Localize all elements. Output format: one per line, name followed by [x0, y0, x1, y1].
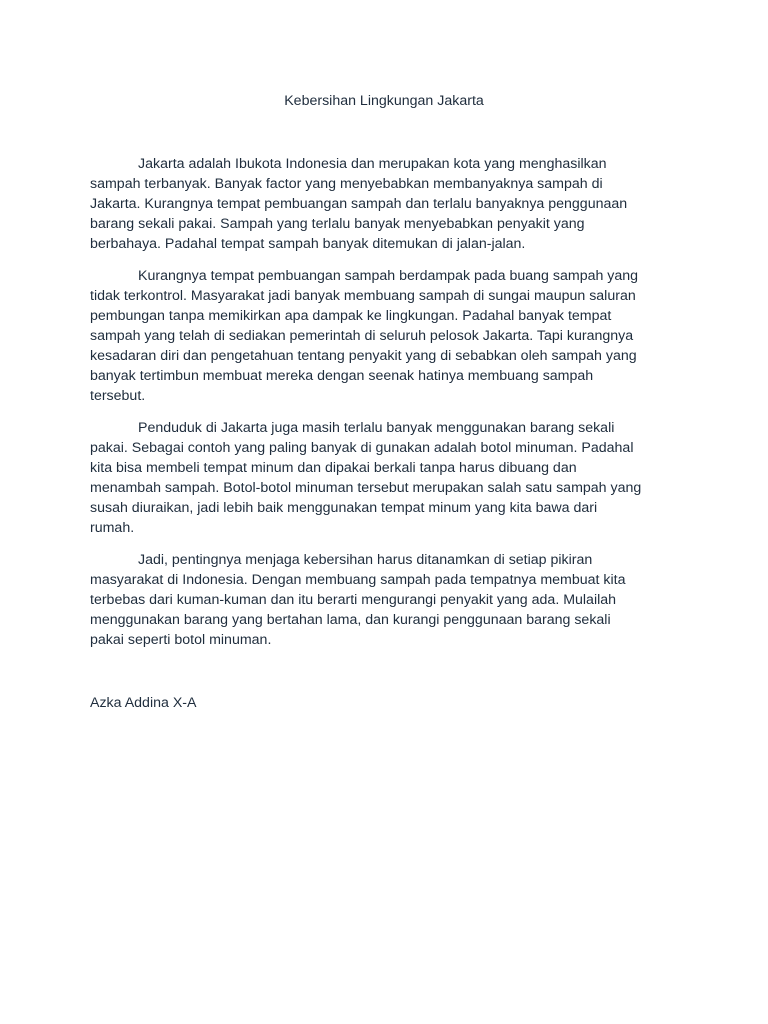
text-line: pakai seperti botol minuman.	[90, 632, 272, 648]
text-line: barang sekali pakai. Sampah yang terlalu banyak menyebabkan penyakit yang	[90, 216, 585, 232]
author-signature: Azka Addina X-A	[90, 695, 197, 711]
text-line: menggunakan barang yang bertahan lama, dan kurangi penggunaan barang sekali	[90, 612, 611, 628]
text-line: Jakarta adalah Ibukota Indonesia dan merupakan kota yang menghasilkan	[138, 156, 607, 172]
document-body	[90, 154, 690, 662]
paragraph-4	[90, 550, 690, 650]
text-line: banyak tertimbun membuat mereka dengan seenak hatinya membuang sampah	[90, 368, 594, 384]
paragraph-1	[90, 154, 690, 254]
text-line: Jadi, pentingnya menjaga kebersihan harus ditanamkan di setiap pikiran	[138, 552, 593, 568]
text-line: berbahaya. Padahal tempat sampah banyak ditemukan di jalan-jalan.	[90, 236, 526, 252]
text-line: susah diuraikan, jadi lebih baik menggunakan tempat minum yang kita bawa dari	[90, 500, 598, 516]
text-line: kita bisa membeli tempat minum dan dipakai berkali tanpa harus dibuang dan	[90, 460, 577, 476]
text-line: pembungan tanpa memikirkan apa dampak ke lingkungan. Padahal banyak tempat	[90, 308, 612, 324]
text-line: terbebas dari kuman-kuman dan itu berarti mengurangi penyakit yang ada. Mulailah	[90, 592, 617, 608]
paragraph-2	[90, 266, 690, 406]
text-line: tidak terkontrol. Masyarakat jadi banyak membuang sampah di sungai maupun saluran	[90, 288, 636, 304]
text-line: pakai. Sebagai contoh yang paling banyak di gunakan adalah botol minuman. Padahal	[90, 440, 634, 456]
text-line: menambah sampah. Botol-botol minuman tersebut merupakan salah satu sampah yang	[90, 480, 642, 496]
text-line: kesadaran diri dan pengetahuan tentang penyakit yang di sebabkan oleh sampah yang	[90, 348, 637, 364]
text-line: sampah terbanyak. Banyak factor yang menyebabkan membanyaknya sampah di	[90, 176, 603, 192]
text-line: masyarakat di Indonesia. Dengan membuang sampah pada tempatnya membuat kita	[90, 572, 626, 588]
paragraph-3	[90, 418, 690, 538]
text-line: Jakarta. Kurangnya tempat pembuangan sampah dan terlalu banyaknya penggunaan	[90, 196, 628, 212]
text-line: Kurangnya tempat pembuangan sampah berdampak pada buang sampah yang	[138, 268, 639, 284]
text-line: tersebut.	[90, 388, 146, 404]
text-line: sampah yang telah di sediakan pemerintah di seluruh pelosok Jakarta. Tapi kurangnya	[90, 328, 634, 344]
text-line: Penduduk di Jakarta juga masih terlalu banyak menggunakan barang sekali	[138, 420, 615, 436]
text-line: rumah.	[90, 520, 135, 536]
document-title: Kebersihan Lingkungan Jakarta	[284, 93, 484, 109]
